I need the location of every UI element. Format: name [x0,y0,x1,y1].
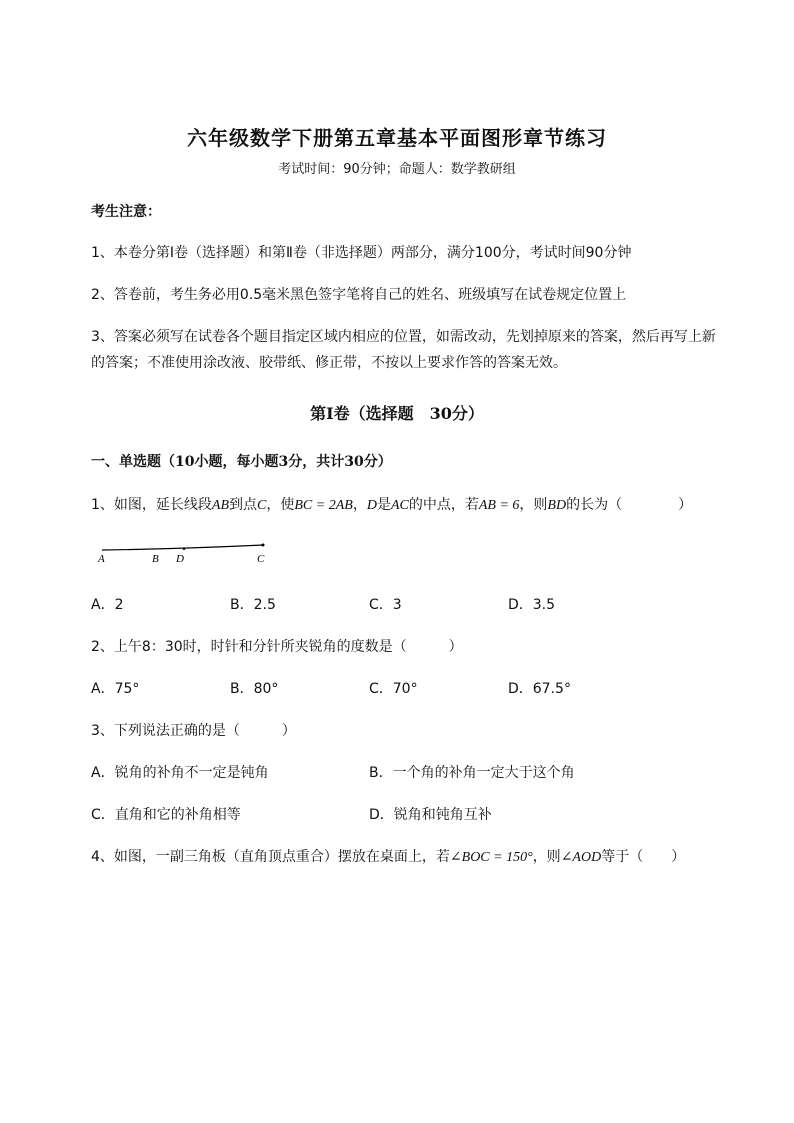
q1-eq1: BC = 2AB [294,498,353,513]
point-a-label: A [98,553,105,565]
q3-option-a[interactable]: A．锐角的补角不一定是钝角 [91,765,269,781]
notice-item-1: 1、本卷分第I卷（选择题）和第Ⅱ卷（非选择题）两部分，满分100分，考试时间90分钟 [91,245,632,261]
q1-option-d[interactable]: D．3.5 [508,597,556,613]
section-title: 第I卷（选择题 30分） [310,404,484,423]
exam-info: 考试时间：90分钟；命题人：数学教研组 [278,162,516,177]
question-3-stem: 3、下列说法正确的是（ ） [91,723,296,739]
point-c-label: C [257,553,265,565]
q3-option-b[interactable]: B．一个角的补角一定大于这个角 [369,765,575,781]
q3-option-c[interactable]: C．直角和它的补角相等 [91,807,241,823]
q2-option-d[interactable]: D．67.5° [508,681,571,697]
segment-figure [97,540,277,570]
question-4-stem: 4、如图，一副三角板（直角顶点重合）摆放在桌面上，若∠BOC = 150°，则∠AOD等于（ ） [91,849,686,865]
q4-angle-aod: ∠AOD [560,850,602,865]
page-title: 六年级数学下册第五章基本平面图形章节练习 [187,126,607,150]
question-1-stem: 1、如图，延长线段AB到点C，使BC = 2AB，D是AC的中点，若AB = 6，则BD的长为（ ） [91,497,693,513]
notice-item-3: 3、答案必须写在试卷各个题目指定区域内相应的位置，如需改动，先划掉原来的答案，然后再写上新 [91,329,716,345]
q1-option-c[interactable]: C．3 [369,597,402,613]
q1-eq2: AB = 6 [478,498,520,513]
q2-option-a[interactable]: A．75° [91,681,140,697]
q4-angle-boc: ∠BOC = 150° [449,850,533,865]
q3-option-d[interactable]: D．锐角和钝角互补 [369,807,492,823]
q2-option-c[interactable]: C．70° [369,681,418,697]
point-b-label: B [152,553,159,565]
point-d-label: D [176,553,184,565]
notice-item-3-cont: 的答案；不准使用涂改液、胶带纸、修正带，不按以上要求作答的答案无效。 [91,355,567,371]
q1-option-b[interactable]: B．2.5 [230,597,276,613]
part-heading: 一、单选题（10小题，每小题3分，共计30分） [91,454,392,470]
q1-ab: AB [211,498,230,513]
notice-heading: 考生注意： [91,204,161,220]
q1-option-a[interactable]: A．2 [91,597,124,613]
q2-option-b[interactable]: B．80° [230,681,279,697]
question-2-stem: 2、上午8：30时，时针和分针所夹锐角的度数是（ ） [91,639,463,655]
notice-item-2: 2、答卷前，考生务必用0.5毫米黑色签字笔将自己的姓名、班级填写在试卷规定位置上 [91,287,627,303]
